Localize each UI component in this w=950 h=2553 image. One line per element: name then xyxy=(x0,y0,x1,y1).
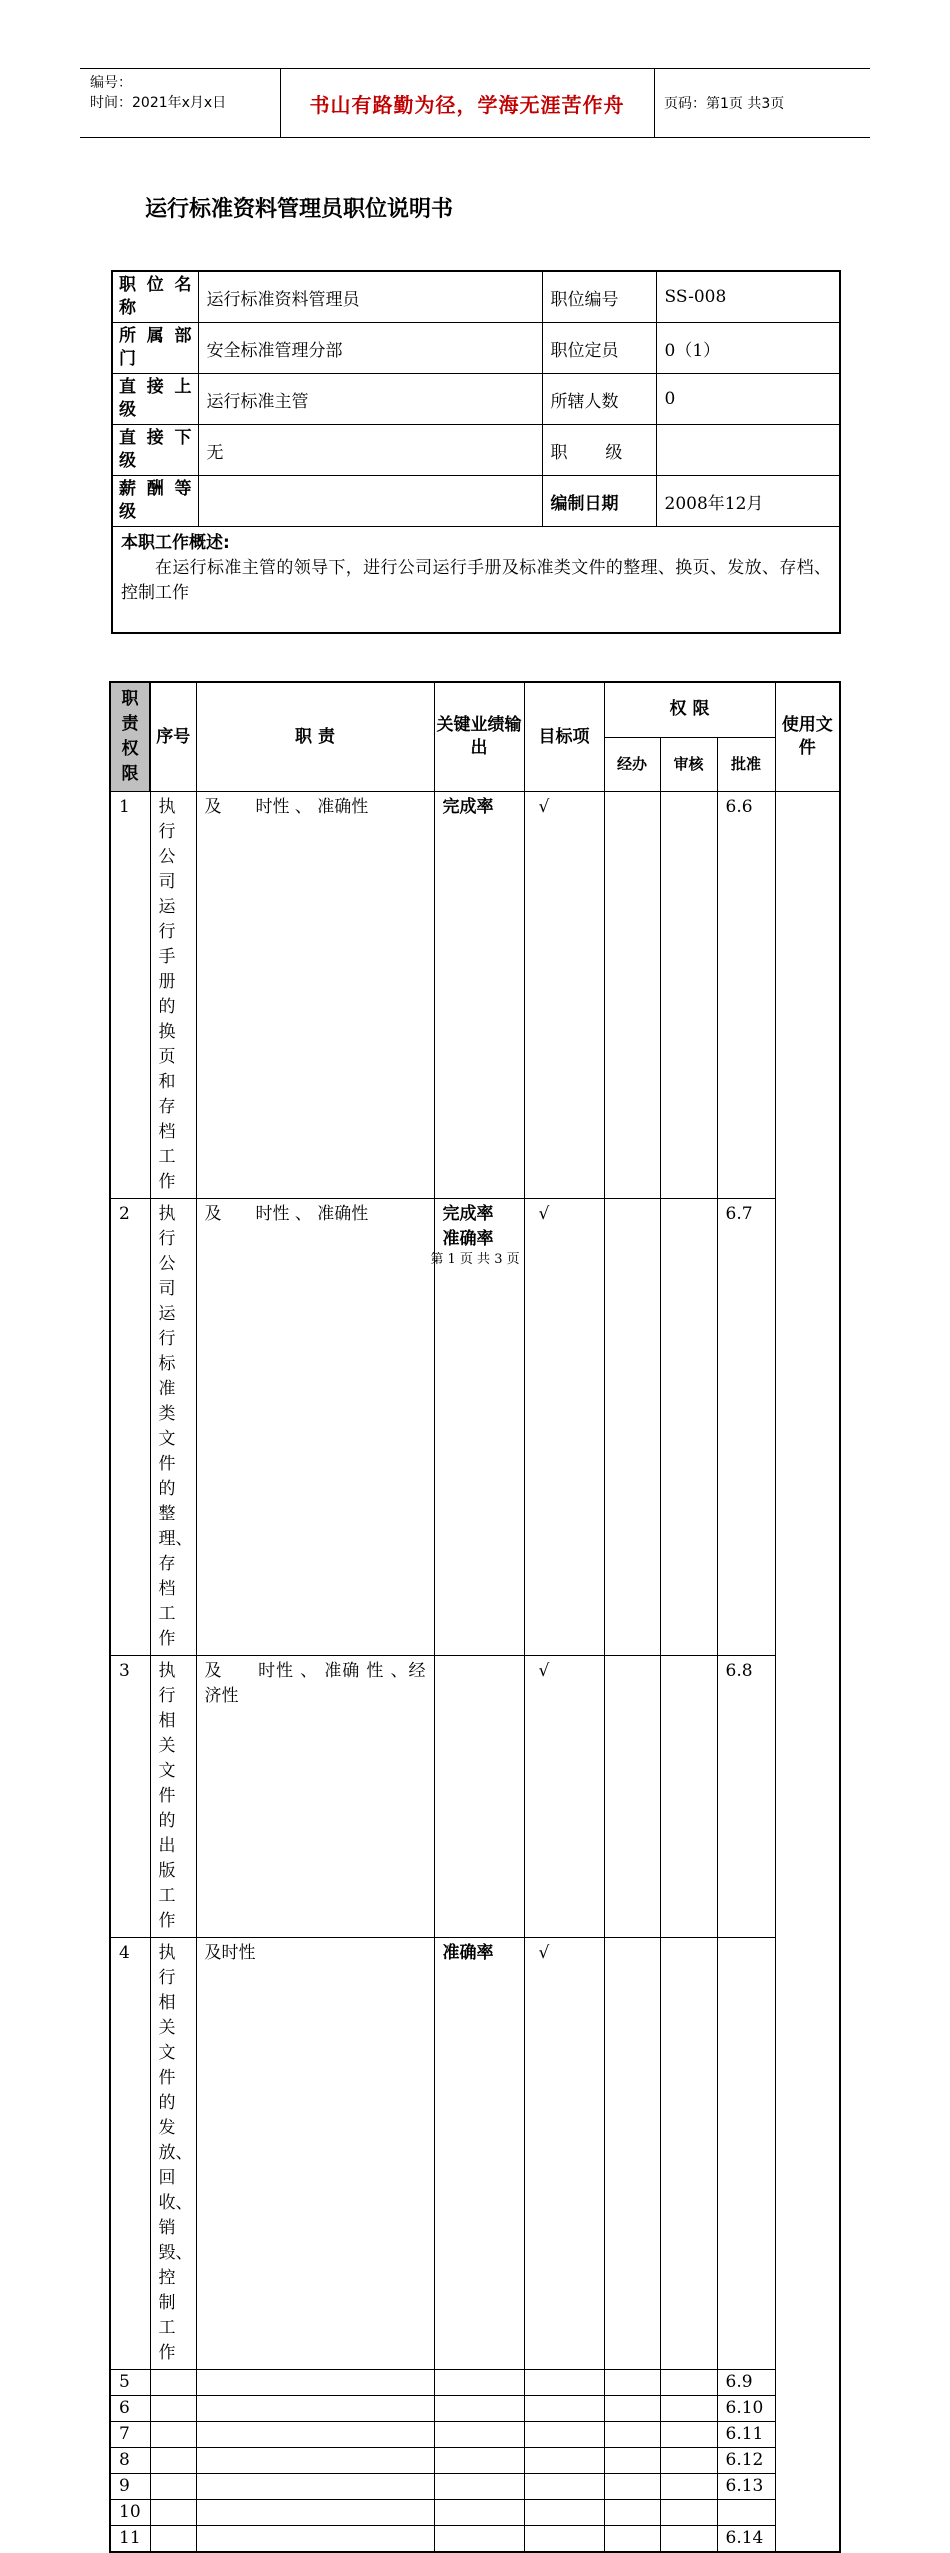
info-row xyxy=(112,323,840,374)
duty-target xyxy=(434,2474,524,2500)
info-label-2: 编制日期 xyxy=(542,476,656,527)
duty-target xyxy=(434,2422,524,2448)
duty-review xyxy=(604,1656,660,1938)
position-info-table xyxy=(111,270,841,634)
duty-approve xyxy=(660,1199,717,1656)
duty-review xyxy=(604,792,660,1199)
duty-kpi xyxy=(196,2370,434,2396)
duty-text: 执行相关文件的发放、回收、销毁、控制工作 xyxy=(150,1938,196,2370)
info-label-line: 直 接 下 xyxy=(119,428,192,448)
header-docs: 使用文件 xyxy=(775,682,840,792)
info-value xyxy=(198,476,542,527)
info-label-line: 职 位 名 xyxy=(119,275,192,295)
duty-doc: 6.13 xyxy=(717,2474,775,2500)
info-value-2: 2008年12月 xyxy=(656,476,840,527)
page-footer: 第 1 页 共 3 页 xyxy=(430,1252,520,1267)
duty-do: √ xyxy=(524,1199,604,1656)
duty-seq: 4 xyxy=(110,1938,150,2370)
info-value: 无 xyxy=(198,425,542,476)
duty-seq: 1 xyxy=(110,792,150,1199)
duty-review xyxy=(604,1199,660,1656)
info-label-line: 级 xyxy=(119,400,136,420)
info-value-2 xyxy=(656,425,840,476)
info-label-line: 门 xyxy=(119,349,136,369)
header-divider xyxy=(654,69,655,137)
duty-doc xyxy=(717,2500,775,2526)
header-motto: 书山有路勤为径，学海无涯苦作舟 xyxy=(309,93,625,117)
info-label-line: 薪 酬 等 xyxy=(119,479,192,499)
duty-doc: 6.7 xyxy=(717,1199,775,1656)
info-row xyxy=(112,271,840,323)
duty-target xyxy=(434,1656,524,1938)
header-seq: 序号 xyxy=(150,682,196,792)
document-title: 运行标准资料管理员职位说明书 xyxy=(145,197,454,222)
duty-approve xyxy=(660,2396,717,2422)
info-label-line: 级 xyxy=(119,451,136,471)
job-summary-title: 本职工作概述: xyxy=(121,533,230,553)
duty-review xyxy=(604,2370,660,2396)
duty-kpi xyxy=(196,2474,434,2500)
duty-kpi xyxy=(196,2526,434,2553)
duty-doc: 6.9 xyxy=(717,2370,775,2396)
duty-do xyxy=(524,2396,604,2422)
duty-target xyxy=(434,2526,524,2553)
info-label-2: 职位编号 xyxy=(542,271,656,323)
info-row xyxy=(112,425,840,476)
info-label-2: 职位定员 xyxy=(542,323,656,374)
duty-approve xyxy=(660,2448,717,2474)
duty-text: 执行公司运行标准类文件的整理、存档工作 xyxy=(150,1199,196,1656)
header-duty: 职 责 xyxy=(196,682,434,792)
duty-review xyxy=(604,2526,660,2553)
duty-seq: 6 xyxy=(110,2396,150,2422)
page-header xyxy=(80,68,870,138)
info-label xyxy=(112,476,198,527)
duty-kpi: 及 时性 、 准确 性 、经济性 xyxy=(196,1656,434,1938)
info-label-line: 所 属 部 xyxy=(119,326,192,346)
duty-target: 准确率 xyxy=(434,1938,524,2370)
header-page-info: 页码：第1页 共3页 xyxy=(664,96,785,112)
duty-do xyxy=(524,2500,604,2526)
duty-doc: 6.12 xyxy=(717,2448,775,2474)
info-row xyxy=(112,374,840,425)
duty-text xyxy=(150,2500,196,2526)
job-summary-cell xyxy=(112,527,840,634)
info-label-2: 所辖人数 xyxy=(542,374,656,425)
duty-text xyxy=(150,2422,196,2448)
info-row xyxy=(112,476,840,527)
duty-text xyxy=(150,2370,196,2396)
duty-do xyxy=(524,2448,604,2474)
duty-do xyxy=(524,2526,604,2553)
header-target: 目标项 xyxy=(524,682,604,792)
duty-target xyxy=(434,2448,524,2474)
duty-kpi: 及时性 xyxy=(196,1938,434,2370)
duty-kpi xyxy=(196,2500,434,2526)
duty-target: 完成率 准确率 xyxy=(434,1199,524,1656)
info-label-2: 职 级 xyxy=(542,425,656,476)
duty-review xyxy=(604,2500,660,2526)
duty-review xyxy=(604,2448,660,2474)
duty-seq: 11 xyxy=(110,2526,150,2553)
duty-review xyxy=(604,2422,660,2448)
duty-do: √ xyxy=(524,1938,604,2370)
duty-side-label xyxy=(110,682,150,792)
duty-doc: 6.6 xyxy=(717,792,775,1199)
info-value-2: SS-008 xyxy=(656,271,840,323)
duty-doc: 6.14 xyxy=(717,2526,775,2553)
duty-kpi: 及 时性 、 准确性 xyxy=(196,792,434,1199)
duty-row xyxy=(110,792,840,1199)
duty-approve xyxy=(660,792,717,1199)
duty-do xyxy=(524,2474,604,2500)
duty-text xyxy=(150,2526,196,2553)
duty-approve xyxy=(660,2422,717,2448)
duty-row xyxy=(110,2448,840,2474)
duty-text: 执行相关文件的出版工作 xyxy=(150,1656,196,1938)
duty-approve xyxy=(660,2370,717,2396)
duty-do: √ xyxy=(524,1656,604,1938)
duty-review xyxy=(604,1938,660,2370)
duty-approve xyxy=(660,1656,717,1938)
duty-kpi xyxy=(196,2396,434,2422)
duty-target xyxy=(434,2370,524,2396)
info-label-line: 级 xyxy=(119,502,136,522)
info-value-2: 0（1） xyxy=(656,323,840,374)
duty-target xyxy=(434,2396,524,2422)
duty-seq: 7 xyxy=(110,2422,150,2448)
duty-target xyxy=(434,2500,524,2526)
duty-seq: 5 xyxy=(110,2370,150,2396)
duty-text: 执行公司运行手册的换页和存档工作 xyxy=(150,792,196,1199)
duty-row xyxy=(110,2500,840,2526)
info-value: 安全标准管理分部 xyxy=(198,323,542,374)
duty-doc: 6.10 xyxy=(717,2396,775,2422)
code-label: 编号： xyxy=(90,75,132,91)
duty-row xyxy=(110,2526,840,2553)
duty-text xyxy=(150,2474,196,2500)
info-label xyxy=(112,323,198,374)
header-sub-do: 经办 xyxy=(604,737,660,791)
side-char: 限 xyxy=(121,764,139,784)
side-char: 职 xyxy=(121,689,139,709)
duty-text xyxy=(150,2448,196,2474)
duty-text xyxy=(150,2396,196,2422)
info-value: 运行标准资料管理员 xyxy=(198,271,542,323)
duty-row xyxy=(110,2396,840,2422)
duty-row xyxy=(110,1199,840,1656)
duty-seq: 3 xyxy=(110,1656,150,1938)
duty-approve xyxy=(660,2500,717,2526)
duty-kpi: 及 时性 、 准确性 xyxy=(196,1199,434,1656)
header-sub-review: 审核 xyxy=(660,737,717,791)
info-label xyxy=(112,374,198,425)
duties-table xyxy=(109,681,841,2553)
duty-do xyxy=(524,2422,604,2448)
duty-approve xyxy=(660,2474,717,2500)
duty-doc xyxy=(717,1938,775,2370)
info-label-line: 称 xyxy=(119,298,136,318)
header-meta xyxy=(90,73,226,113)
side-char: 责 xyxy=(121,714,139,734)
duty-do xyxy=(524,2370,604,2396)
duty-seq: 8 xyxy=(110,2448,150,2474)
duty-seq: 9 xyxy=(110,2474,150,2500)
duty-seq: 10 xyxy=(110,2500,150,2526)
info-label xyxy=(112,425,198,476)
time-line: 时间：2021年x月x日 xyxy=(90,95,227,111)
info-value: 运行标准主管 xyxy=(198,374,542,425)
duty-row xyxy=(110,2474,840,2500)
duty-doc: 6.8 xyxy=(717,1656,775,1938)
duty-kpi xyxy=(196,2422,434,2448)
duty-review xyxy=(604,2396,660,2422)
side-char: 权 xyxy=(121,739,139,759)
duty-kpi xyxy=(196,2448,434,2474)
info-value-2: 0 xyxy=(656,374,840,425)
job-summary-body: 在运行标准主管的领导下，进行公司运行手册及标准类文件的整理、换页、发放、存档、控制工作 xyxy=(121,558,831,603)
info-label-line: 直 接 上 xyxy=(119,377,192,397)
duty-row xyxy=(110,1656,840,1938)
duty-row xyxy=(110,2370,840,2396)
duty-target: 完成率 xyxy=(434,792,524,1199)
header-authority: 权 限 xyxy=(604,682,775,737)
duty-do: √ xyxy=(524,792,604,1199)
header-kpi: 关键业绩输出 xyxy=(434,682,524,792)
info-label xyxy=(112,271,198,323)
duty-approve xyxy=(660,2526,717,2553)
duty-doc: 6.11 xyxy=(717,2422,775,2448)
duty-row xyxy=(110,2422,840,2448)
duty-row xyxy=(110,1938,840,2370)
duty-seq: 2 xyxy=(110,1199,150,1656)
duty-review xyxy=(604,2474,660,2500)
header-sub-approve: 批准 xyxy=(717,737,775,791)
duty-approve xyxy=(660,1938,717,2370)
